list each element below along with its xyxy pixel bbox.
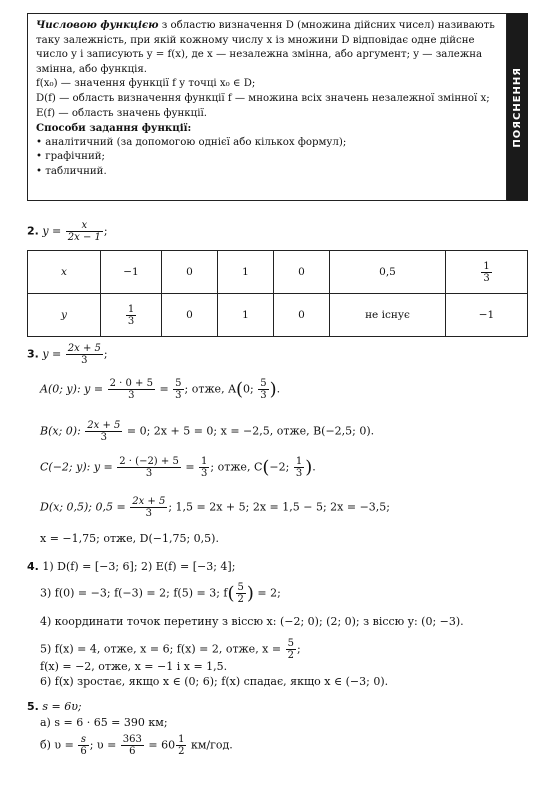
problem-5-line-b: б) υ = $\frac{s}{6}$ ; υ = $\frac{363}{6}$ = 60 $\frac{1}{2}$ км/год. xyxy=(40,734,233,757)
p3-line-b: B(x; 0): $\frac{2x + 5}{3}$ = 0; 2x + 5 = 0; x = −2,5, отже, B(−2,5; 0). xyxy=(40,420,375,443)
method-item: • аналітичний (за допомогою однієї або кількох формул); xyxy=(36,136,347,148)
problem-4-line-5b: f(x) = −2, отже, x = −1 і x = 1,5. xyxy=(40,660,228,673)
problem-4-line-3: 3) f(0) = −3; f(−3) = 2; f(5) = 3; f( $\frac{5}{2}$ ) = 2; xyxy=(40,582,281,605)
side-tab xyxy=(507,13,528,201)
explanation-box xyxy=(27,13,507,201)
problem-5-line-a: а) s = 6 · 65 = 390 км; xyxy=(40,716,168,729)
note-line-3: D(f) — область визначення функції f — множина всіх значень незалежної змінної x; xyxy=(36,92,490,104)
p3-line-d: D(x; 0,5); 0,5 = $\frac{2x + 5}{3}$ ; 1,5 = 2x + 5; 2x = 1,5 − 5; 2x = −3,5; xyxy=(40,496,390,519)
values-table xyxy=(27,250,528,337)
problem-4-line-5: 5) f(x) = 4, отже, x = 6; f(x) = 2, отже, x = $\frac{5}{2}$ ; xyxy=(40,638,301,661)
problem-4-line-4: 4) координати точок перетину з віссю x: (−2; 0); (2; 0); з віссю y: (0; −3). xyxy=(40,615,464,628)
p3-line-d-result: x = −1,75; отже, D(−1,75; 0,5). xyxy=(40,532,219,545)
p3-line-c: C(−2; y): y = $\frac{2 \cdot (-2) + 5}{3}$ = $\frac{1}{3}$ ; отже, C(−2; $\frac{1}{3}$ ). xyxy=(40,456,316,479)
definition-text: з областю визначення D (множина дійсних чисел) називають таку залежність, при якій кожному числу x із множини D відповідає одне дійсне число y і записують y = f(x), де x — незалежна змінна, або аргумент; y — залежна змінна, або функція. xyxy=(36,20,495,75)
methods-title: Способи задання функції: xyxy=(36,122,192,135)
problem-5-header: 5. s = 6υ; xyxy=(27,700,82,713)
problem-2-header: 2. y = $\frac{x}{2x - 1}$ ; xyxy=(27,220,108,243)
method-item: • графічний; xyxy=(36,151,105,163)
note-line-4: E(f) — область значень функції. xyxy=(36,107,207,119)
note-line-2: f(x₀) — значення функції f у точці x₀ ∈ D; xyxy=(36,78,256,90)
side-label: ПОЯСНЕННЯ xyxy=(512,66,523,148)
problem-4-line-6: 6) f(x) зростає, якщо x ∈ (0; 6); f(x) спадає, якщо x ∈ (−3; 0). xyxy=(40,675,389,688)
definition-term: Числовою функцією xyxy=(36,19,159,31)
problem-3-header: 3. y = $\frac{2x + 5}{3}$ ; xyxy=(27,343,108,366)
table-row: x −1 0 1 0 0,5 $\frac{1}{3}$ xyxy=(28,251,528,294)
method-item: • табличний. xyxy=(36,165,107,177)
problem-4-line-1: 4. 1) D(f) = [−3; 6]; 2) E(f) = [−3; 4]; xyxy=(27,560,236,573)
table-row: y $\frac{1}{3}$ 0 1 0 не існує −1 xyxy=(28,294,528,337)
p3-line-a: A(0; y): y = $\frac{2 \cdot 0 + 5}{3}$ = $\frac{5}{3}$ ; отже, A(0; $\frac{5}{3}$ ). xyxy=(40,378,281,401)
